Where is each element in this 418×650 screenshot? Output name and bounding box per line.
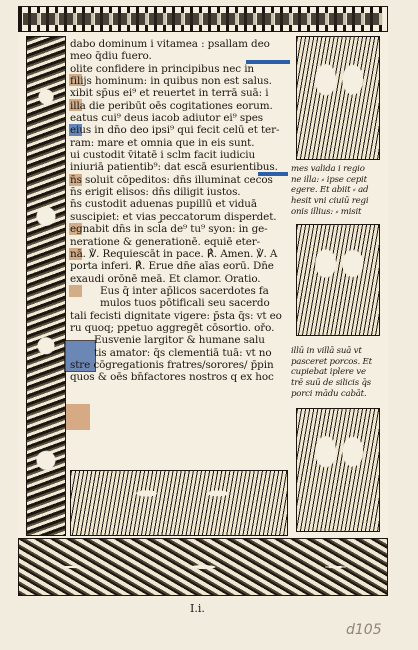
text-line: iniuriā patientib⁹: dat escā esurientibus. [70, 161, 278, 174]
side-text-line: ne illa: ⸗ ipse cepit [291, 174, 367, 185]
side-text-lower [291, 346, 383, 399]
text-line: filijs hominum: in quibus non est salus. [70, 75, 272, 88]
text-line: ram: mare et omnia que in eis sunt. [70, 136, 255, 149]
text-line: Eusvenie largitor & humane salu [94, 334, 265, 347]
text-line: exaudi orōnē meā. Et clamor. Oratio. [70, 272, 261, 285]
text-line: dabo dominum i vitamea : psallam deo [70, 38, 270, 50]
text-line: neratione & generationē. equiē eter- [70, 235, 261, 248]
woodcut-prodigal-son [296, 224, 380, 336]
text-line: nā. ℣. Requiescāt in pace. ℟. Amen. ℣. A [70, 247, 278, 260]
side-text-line: porci mādu cabāt. [291, 388, 367, 399]
text-line: ru quoq; ppetuo aggregēt cōsortio. ořo. [70, 321, 275, 334]
side-text-line: hesit vni ciuiū regi [291, 196, 369, 207]
side-text-line: mes valida i regio [291, 164, 365, 174]
pencil-inventory-note: d105 [346, 622, 382, 638]
text-line: n̄s soluit cōpeditos: dn̄s illuminat cecos [70, 173, 273, 186]
side-text-line: onis illius: ⸗ misit [291, 206, 362, 217]
side-text-line: cupiebat iplere ve [291, 367, 366, 378]
text-line: quos & oēs bn̄factores nostros q ex hoc [70, 371, 274, 384]
text-line: porta inferi. ℟. Erue dn̄e aīas eorū. Dn̄e [70, 260, 274, 273]
text-line: illa die peribūt oēs cogitationes eorum. [70, 99, 273, 112]
left-ornamental-border [26, 36, 66, 536]
side-text-line: illū in villā suā vt [291, 346, 362, 356]
large-initial-d-second [66, 404, 90, 430]
woodcut-figures-top [296, 36, 380, 160]
text-line: olite confidere in principibus nec in [70, 62, 255, 75]
text-line: eatus cui⁹ deus iacob adiutor ei⁹ spes [70, 112, 263, 125]
text-line: tali fecisti dignitate vigere: p̄sta q̄s: vt eo [70, 309, 282, 322]
side-text-line: egere. Et abiit ⸗ ad [291, 185, 369, 196]
bottom-ornamental-border [18, 538, 388, 596]
top-ornamental-border [18, 6, 388, 32]
text-line: tis amator: q̄s clementiā tuā: vt no [94, 346, 272, 359]
text-line: stre cōgregationis fratres/sorores/ p̄pin [70, 358, 274, 371]
text-line: Eus q̄ inter ap̄licos sacerdotes fa [100, 284, 269, 297]
text-line: ui custodit v̄itatē i sclm facit iudiciu [70, 149, 256, 162]
text-line: n̄s erigit elisos: dn̄s diligit iustos. [70, 186, 241, 199]
folio-signature: I.i. [190, 602, 205, 615]
text-line: xibit sp̄us ei⁹ et reuertet in terrā suā: i [70, 87, 269, 100]
text-line: eius in dn̄o deo ipsi⁹ qui fecit celū et ter- [70, 124, 280, 137]
text-line: meo q̄diu fuero. [70, 50, 152, 63]
side-text-line: trē suū de silicis q̄s [291, 378, 371, 389]
text-line: egnabit dn̄s in scl̄a de⁹ tu⁹ syon: in ge- [70, 223, 268, 236]
text-line: suscipiet: et vias peccatorum disperdet. [70, 210, 277, 223]
woodcut-crowd-scene [70, 470, 288, 536]
text-line: mulos tuos pōtificali seu sacerdo [100, 297, 270, 310]
side-text-line: pasceret porcos. Et [291, 356, 372, 367]
main-text-column [70, 38, 294, 384]
text-line: n̄s custodit aduenas pupillū et viduā [70, 198, 257, 211]
woodcut-two-saints [296, 408, 380, 532]
side-text-upper [291, 164, 383, 217]
